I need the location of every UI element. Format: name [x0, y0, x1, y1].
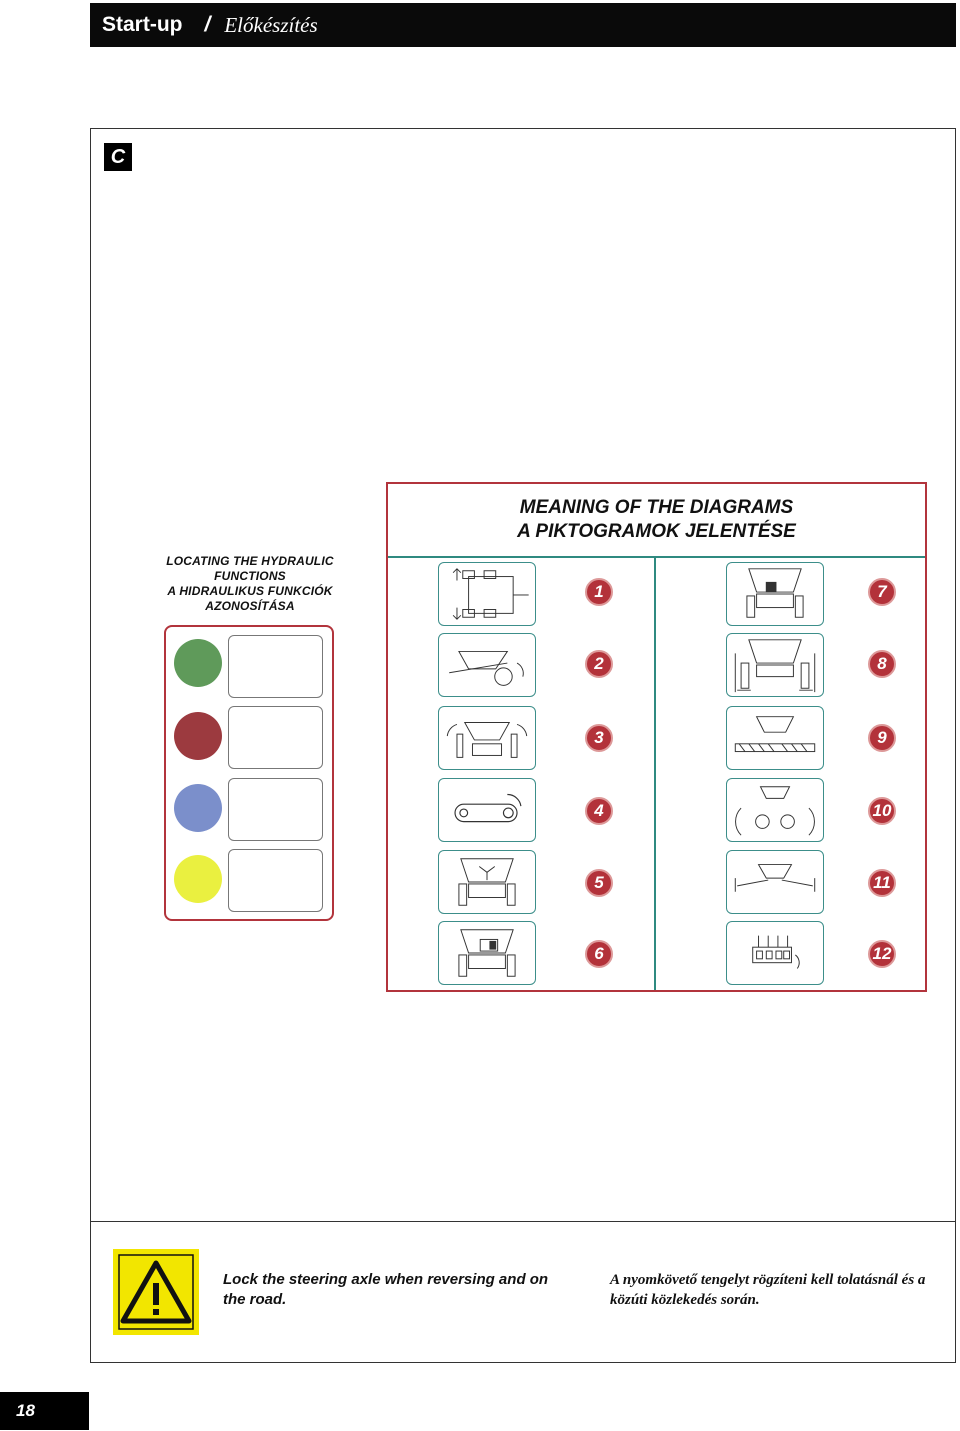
color-label-slot: [228, 778, 323, 841]
number-badge: 7: [868, 578, 896, 606]
pictogram-deflector-icon: [726, 850, 824, 914]
pictogram-hopper-side-icon: [438, 633, 536, 697]
locating-title-line: AZONOSÍTÁSA: [205, 599, 295, 613]
warning-text-en: Lock the steering axle when reversing and on the road.: [223, 1271, 549, 1308]
warning-separator: [91, 1221, 955, 1222]
diagram-divider-vertical: [654, 558, 656, 990]
blue-circle-icon: [174, 784, 222, 832]
number-badge: 4: [585, 797, 613, 825]
section-badge: C: [104, 143, 132, 171]
number-badge: 11: [868, 869, 896, 897]
diagram-title-hu: A PIKTOGRAMOK JELENTÉSE: [517, 521, 796, 542]
pictogram-hopper-rear-icon: [438, 706, 536, 770]
diagram-divider-horizontal: [388, 556, 925, 558]
number-badge: 6: [585, 940, 613, 968]
diagram-title: [386, 496, 927, 544]
pictogram-track-width-icon: [726, 633, 824, 697]
locating-title: [150, 554, 350, 614]
number-badge: 2: [585, 650, 613, 678]
color-label-slot: [228, 635, 323, 698]
warning-text-hu: A nyomkövető tengelyt rögzíteni kell tolatásnál és a közúti közlekedés során.: [610, 1272, 926, 1308]
pictogram-hopper-tractor-icon: [726, 562, 824, 626]
locating-title-line: A HIDRAULIKUS FUNKCIÓK: [167, 584, 333, 598]
number-badge: 3: [585, 724, 613, 752]
page-header: [90, 3, 956, 47]
number-badge: 10: [868, 797, 896, 825]
pictogram-auger-icon: [726, 706, 824, 770]
number-badge: 5: [585, 869, 613, 897]
pictogram-spread-pattern-icon: [726, 778, 824, 842]
yellow-circle-icon: [174, 855, 222, 903]
number-badge: 1: [585, 578, 613, 606]
diagram-title-en: MEANING OF THE DIAGRAMS: [519, 497, 794, 518]
pictogram-control-box-icon: [438, 921, 536, 985]
pictogram-conveyor-belt-icon: [438, 778, 536, 842]
number-badge: 9: [868, 724, 896, 752]
header-separator: /: [204, 13, 211, 36]
green-circle-icon: [174, 639, 222, 687]
locating-title-line: LOCATING THE HYDRAULIC: [166, 554, 334, 568]
red-circle-icon: [174, 712, 222, 760]
pictogram-valve-block-icon: [726, 921, 824, 985]
color-label-slot: [228, 706, 323, 769]
pictogram-drawbar-icon: [438, 562, 536, 626]
number-badge: 8: [868, 650, 896, 678]
header-title-hu: Előkészítés: [224, 12, 318, 37]
warning-triangle-icon: [113, 1249, 199, 1335]
pictogram-spinner-icon: [438, 850, 536, 914]
number-badge: 12: [868, 940, 896, 968]
page-number: 18: [0, 1392, 89, 1430]
locating-title-line: FUNCTIONS: [214, 569, 286, 583]
color-label-slot: [228, 849, 323, 912]
header-title-en: Start-up: [102, 13, 183, 36]
